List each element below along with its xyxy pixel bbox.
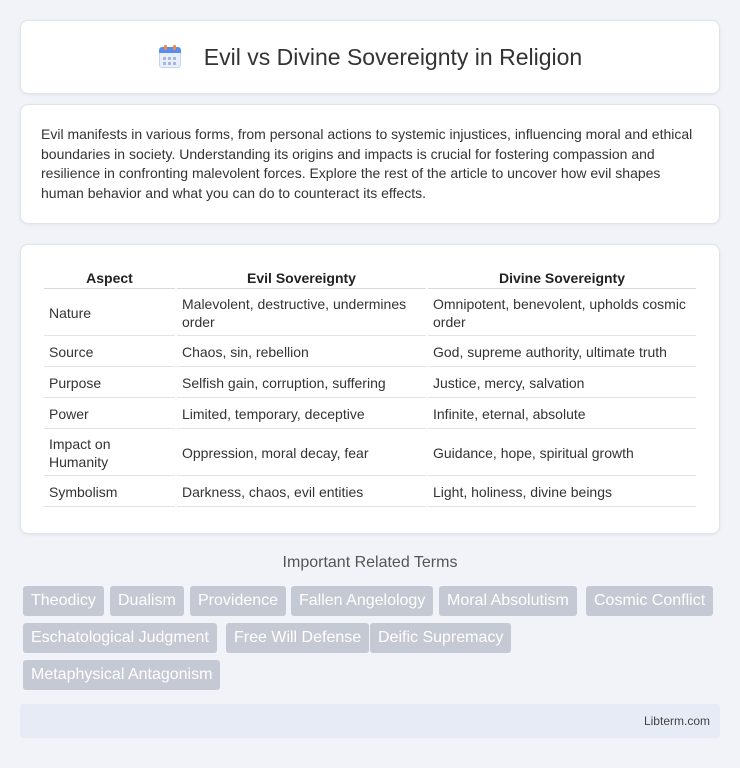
tag-providence[interactable]: Providence [190, 586, 286, 616]
table-row [44, 338, 696, 367]
tag-free-will-defense[interactable]: Free Will Defense [226, 623, 369, 653]
evil-cell: Chaos, sin, rebellion [177, 338, 426, 367]
tag-moral-absolutism[interactable]: Moral Absolutism [439, 586, 577, 616]
table-row [44, 369, 696, 398]
divine-cell: God, supreme authority, ultimate truth [428, 338, 696, 367]
aspect-cell: Source [44, 338, 175, 367]
title-card [20, 20, 720, 94]
table-row [44, 431, 696, 476]
aspect-cell: Purpose [44, 369, 175, 398]
aspect-cell: Impact on Humanity [44, 431, 175, 476]
tag-metaphysical-antagonism[interactable]: Metaphysical Antagonism [23, 660, 220, 690]
tag-dualism[interactable]: Dualism [110, 586, 184, 616]
aspect-cell: Nature [44, 291, 175, 336]
footer-site-link[interactable]: Libterm.com [643, 714, 710, 728]
table-row [44, 291, 696, 336]
divine-cell: Infinite, eternal, absolute [428, 400, 696, 429]
table-header-row [44, 267, 696, 289]
divine-cell: Omnipotent, benevolent, upholds cosmic order [428, 291, 696, 336]
tag-deific-supremacy[interactable]: Deific Supremacy [370, 623, 511, 653]
related-terms-title: Important Related Terms [282, 554, 458, 571]
evil-cell: Oppression, moral decay, fear [177, 431, 426, 476]
evil-cell: Limited, temporary, deceptive [177, 400, 426, 429]
page-title: Evil vs Divine Sovereignty in Religion [203, 43, 583, 70]
evil-cell: Malevolent, destructive, undermines order [177, 291, 426, 336]
intro-card [20, 104, 720, 224]
tag-fallen-angelology[interactable]: Fallen Angelology [291, 586, 433, 616]
header-divine: Divine Sovereignty [428, 267, 696, 289]
tag-cosmic-conflict[interactable]: Cosmic Conflict [586, 586, 713, 616]
calendar-icon [158, 45, 182, 69]
title-wrap [158, 44, 582, 71]
aspect-cell: Power [44, 400, 175, 429]
comparison-table [42, 265, 698, 509]
evil-cell: Darkness, chaos, evil entities [177, 478, 426, 507]
divine-cell: Light, holiness, divine beings [428, 478, 696, 507]
intro-text: Evil manifests in various forms, from personal actions to systemic injustices, influencing moral and ethical boundaries in society. Understanding its origins and impacts is crucial for fostering compassion and resilience in confronting malevolent forces. Explore the rest of the article to uncover how evil shapes human behavior and what you can do to counteract its effects. [41, 126, 693, 201]
footer [20, 704, 720, 738]
aspect-cell: Symbolism [44, 478, 175, 507]
tag-theodicy[interactable]: Theodicy [23, 586, 104, 616]
evil-cell: Selfish gain, corruption, suffering [177, 369, 426, 398]
table-row [44, 478, 696, 507]
table-row [44, 400, 696, 429]
divine-cell: Justice, mercy, salvation [428, 369, 696, 398]
tag-eschatological-judgment[interactable]: Eschatological Judgment [23, 623, 217, 653]
divine-cell: Guidance, hope, spiritual growth [428, 431, 696, 476]
comparison-table-card [20, 244, 720, 534]
header-aspect: Aspect [44, 267, 175, 289]
header-evil: Evil Sovereignty [177, 267, 426, 289]
